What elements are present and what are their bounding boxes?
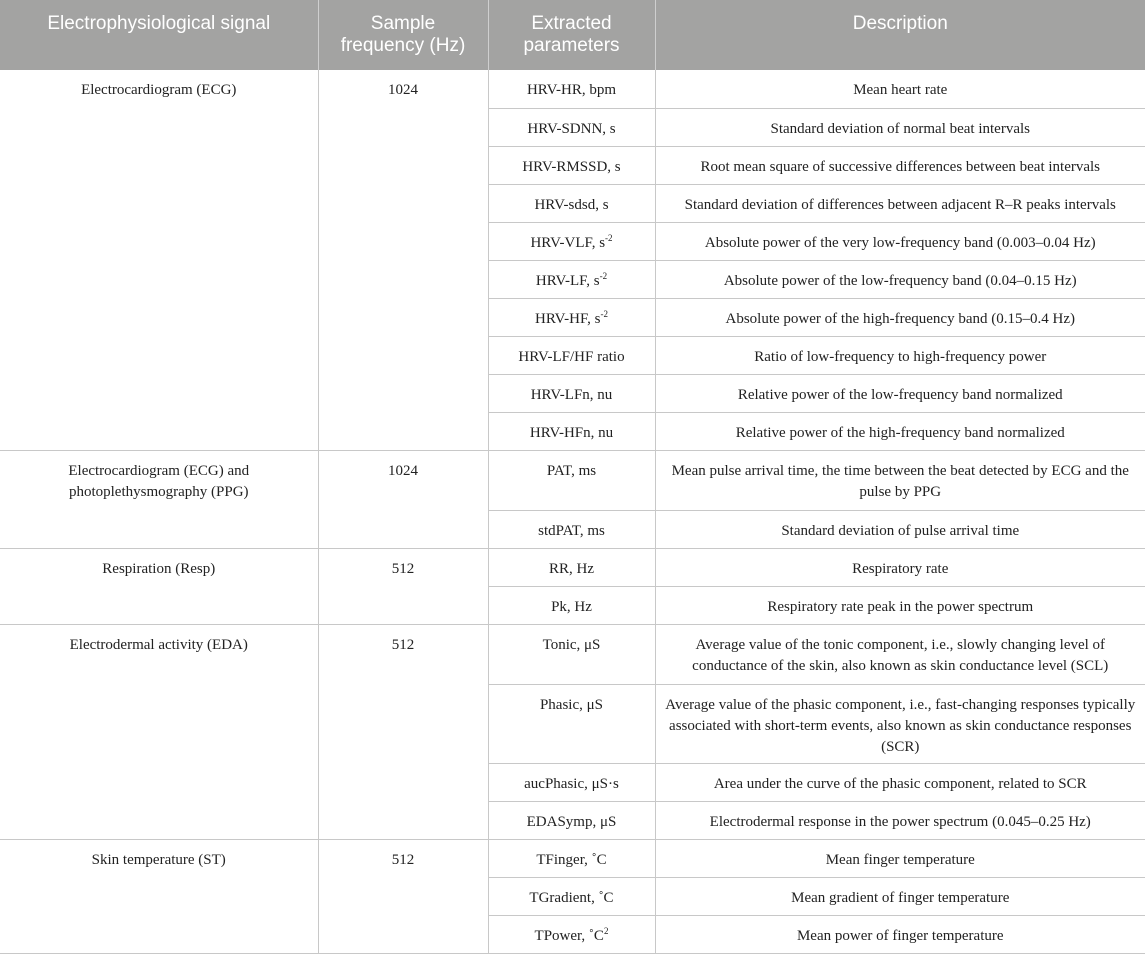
table-row — [0, 839, 1145, 877]
header-row — [0, 0, 1145, 70]
parameter-unit-exponent: -2 — [599, 270, 608, 281]
description-cell: Area under the curve of the phasic component, related to SCR — [655, 763, 1145, 801]
header-description: Description — [655, 0, 1145, 70]
header-parameters: Extracted parameters — [488, 0, 655, 70]
description-cell: Standard deviation of differences between adjacent R–R peaks intervals — [655, 184, 1145, 222]
parameter-unit-exponent: -2 — [605, 232, 613, 243]
parameter-text: HRV-VLF, s — [530, 234, 606, 251]
description-cell: Relative power of the high-frequency band normalized — [655, 412, 1145, 450]
parameter-cell: RR, Hz — [488, 548, 655, 586]
parameter-cell: HRV-RMSSD, s — [488, 146, 655, 184]
description-cell: Standard deviation of pulse arrival time — [655, 510, 1145, 548]
table-header — [0, 0, 1145, 70]
parameter-cell: HRV-SDNN, s — [488, 108, 655, 146]
parameter-unit-exponent: 2 — [603, 925, 609, 936]
parameter-cell — [488, 298, 655, 336]
parameter-text: TPower, ˚C — [534, 927, 604, 944]
parameter-cell: stdPAT, ms — [488, 510, 655, 548]
table-row — [0, 624, 1145, 684]
description-cell: Average value of the tonic component, i.e., slowly changing level of conductance of the skin, also known as skin conductance level (SCL) — [655, 624, 1145, 684]
frequency-cell: 1024 — [318, 450, 488, 548]
description-cell: Mean power of finger temperature — [655, 915, 1145, 953]
parameter-cell — [488, 222, 655, 260]
table-row — [0, 70, 1145, 108]
description-cell: Standard deviation of normal beat intervals — [655, 108, 1145, 146]
signal-cell: Electrocardiogram (ECG) and photoplethysmography (PPG) — [0, 450, 318, 548]
description-cell: Relative power of the low-frequency band normalized — [655, 374, 1145, 412]
signal-cell: Electrocardiogram (ECG) — [0, 70, 318, 450]
description-cell: Absolute power of the low-frequency band (0.04–0.15 Hz) — [655, 260, 1145, 298]
parameter-cell: Phasic, μS — [488, 684, 655, 763]
header-signal: Electrophysiological signal — [0, 0, 318, 70]
description-cell: Ratio of low-frequency to high-frequency power — [655, 336, 1145, 374]
description-cell: Respiratory rate — [655, 548, 1145, 586]
description-cell: Electrodermal response in the power spectrum (0.045–0.25 Hz) — [655, 801, 1145, 839]
parameter-cell — [488, 260, 655, 298]
description-cell: Mean gradient of finger temperature — [655, 877, 1145, 915]
parameter-cell: Tonic, μS — [488, 624, 655, 684]
frequency-cell: 512 — [318, 548, 488, 624]
parameter-cell: TFinger, ˚C — [488, 839, 655, 877]
description-cell: Mean finger temperature — [655, 839, 1145, 877]
parameter-cell: TGradient, ˚C — [488, 877, 655, 915]
frequency-cell: 512 — [318, 624, 488, 839]
description-cell: Average value of the phasic component, i.e., fast-changing responses typically associated with short-term events, also known as skin conductance responses (SCR) — [655, 684, 1145, 763]
parameter-cell: Pk, Hz — [488, 586, 655, 624]
parameter-cell: HRV-HFn, nu — [488, 412, 655, 450]
signal-cell: Skin temperature (ST) — [0, 839, 318, 953]
table-row — [0, 548, 1145, 586]
signal-cell: Respiration (Resp) — [0, 548, 318, 624]
parameter-text: HRV-LF, s — [535, 272, 600, 289]
table-row — [0, 450, 1145, 510]
description-cell: Mean pulse arrival time, the time between the beat detected by ECG and the pulse by PPG — [655, 450, 1145, 510]
frequency-cell: 512 — [318, 839, 488, 953]
parameter-text: HRV-HF, s — [535, 310, 601, 327]
description-cell: Root mean square of successive differences between beat intervals — [655, 146, 1145, 184]
parameter-cell: HRV-HR, bpm — [488, 70, 655, 108]
parameter-cell — [488, 915, 655, 953]
signal-cell: Electrodermal activity (EDA) — [0, 624, 318, 839]
description-cell: Absolute power of the high-frequency band (0.15–0.4 Hz) — [655, 298, 1145, 336]
table-body — [0, 70, 1145, 953]
parameter-cell: HRV-LF/HF ratio — [488, 336, 655, 374]
parameter-cell: aucPhasic, μS·s — [488, 763, 655, 801]
description-cell: Respiratory rate peak in the power spectrum — [655, 586, 1145, 624]
header-frequency: Sample frequency (Hz) — [318, 0, 488, 70]
frequency-cell: 1024 — [318, 70, 488, 450]
description-cell: Mean heart rate — [655, 70, 1145, 108]
parameter-cell: PAT, ms — [488, 450, 655, 510]
parameter-unit-exponent: -2 — [600, 308, 608, 319]
parameter-cell: EDASymp, μS — [488, 801, 655, 839]
parameter-cell: HRV-LFn, nu — [488, 374, 655, 412]
parameter-cell: HRV-sdsd, s — [488, 184, 655, 222]
description-cell: Absolute power of the very low-frequency band (0.003–0.04 Hz) — [655, 222, 1145, 260]
